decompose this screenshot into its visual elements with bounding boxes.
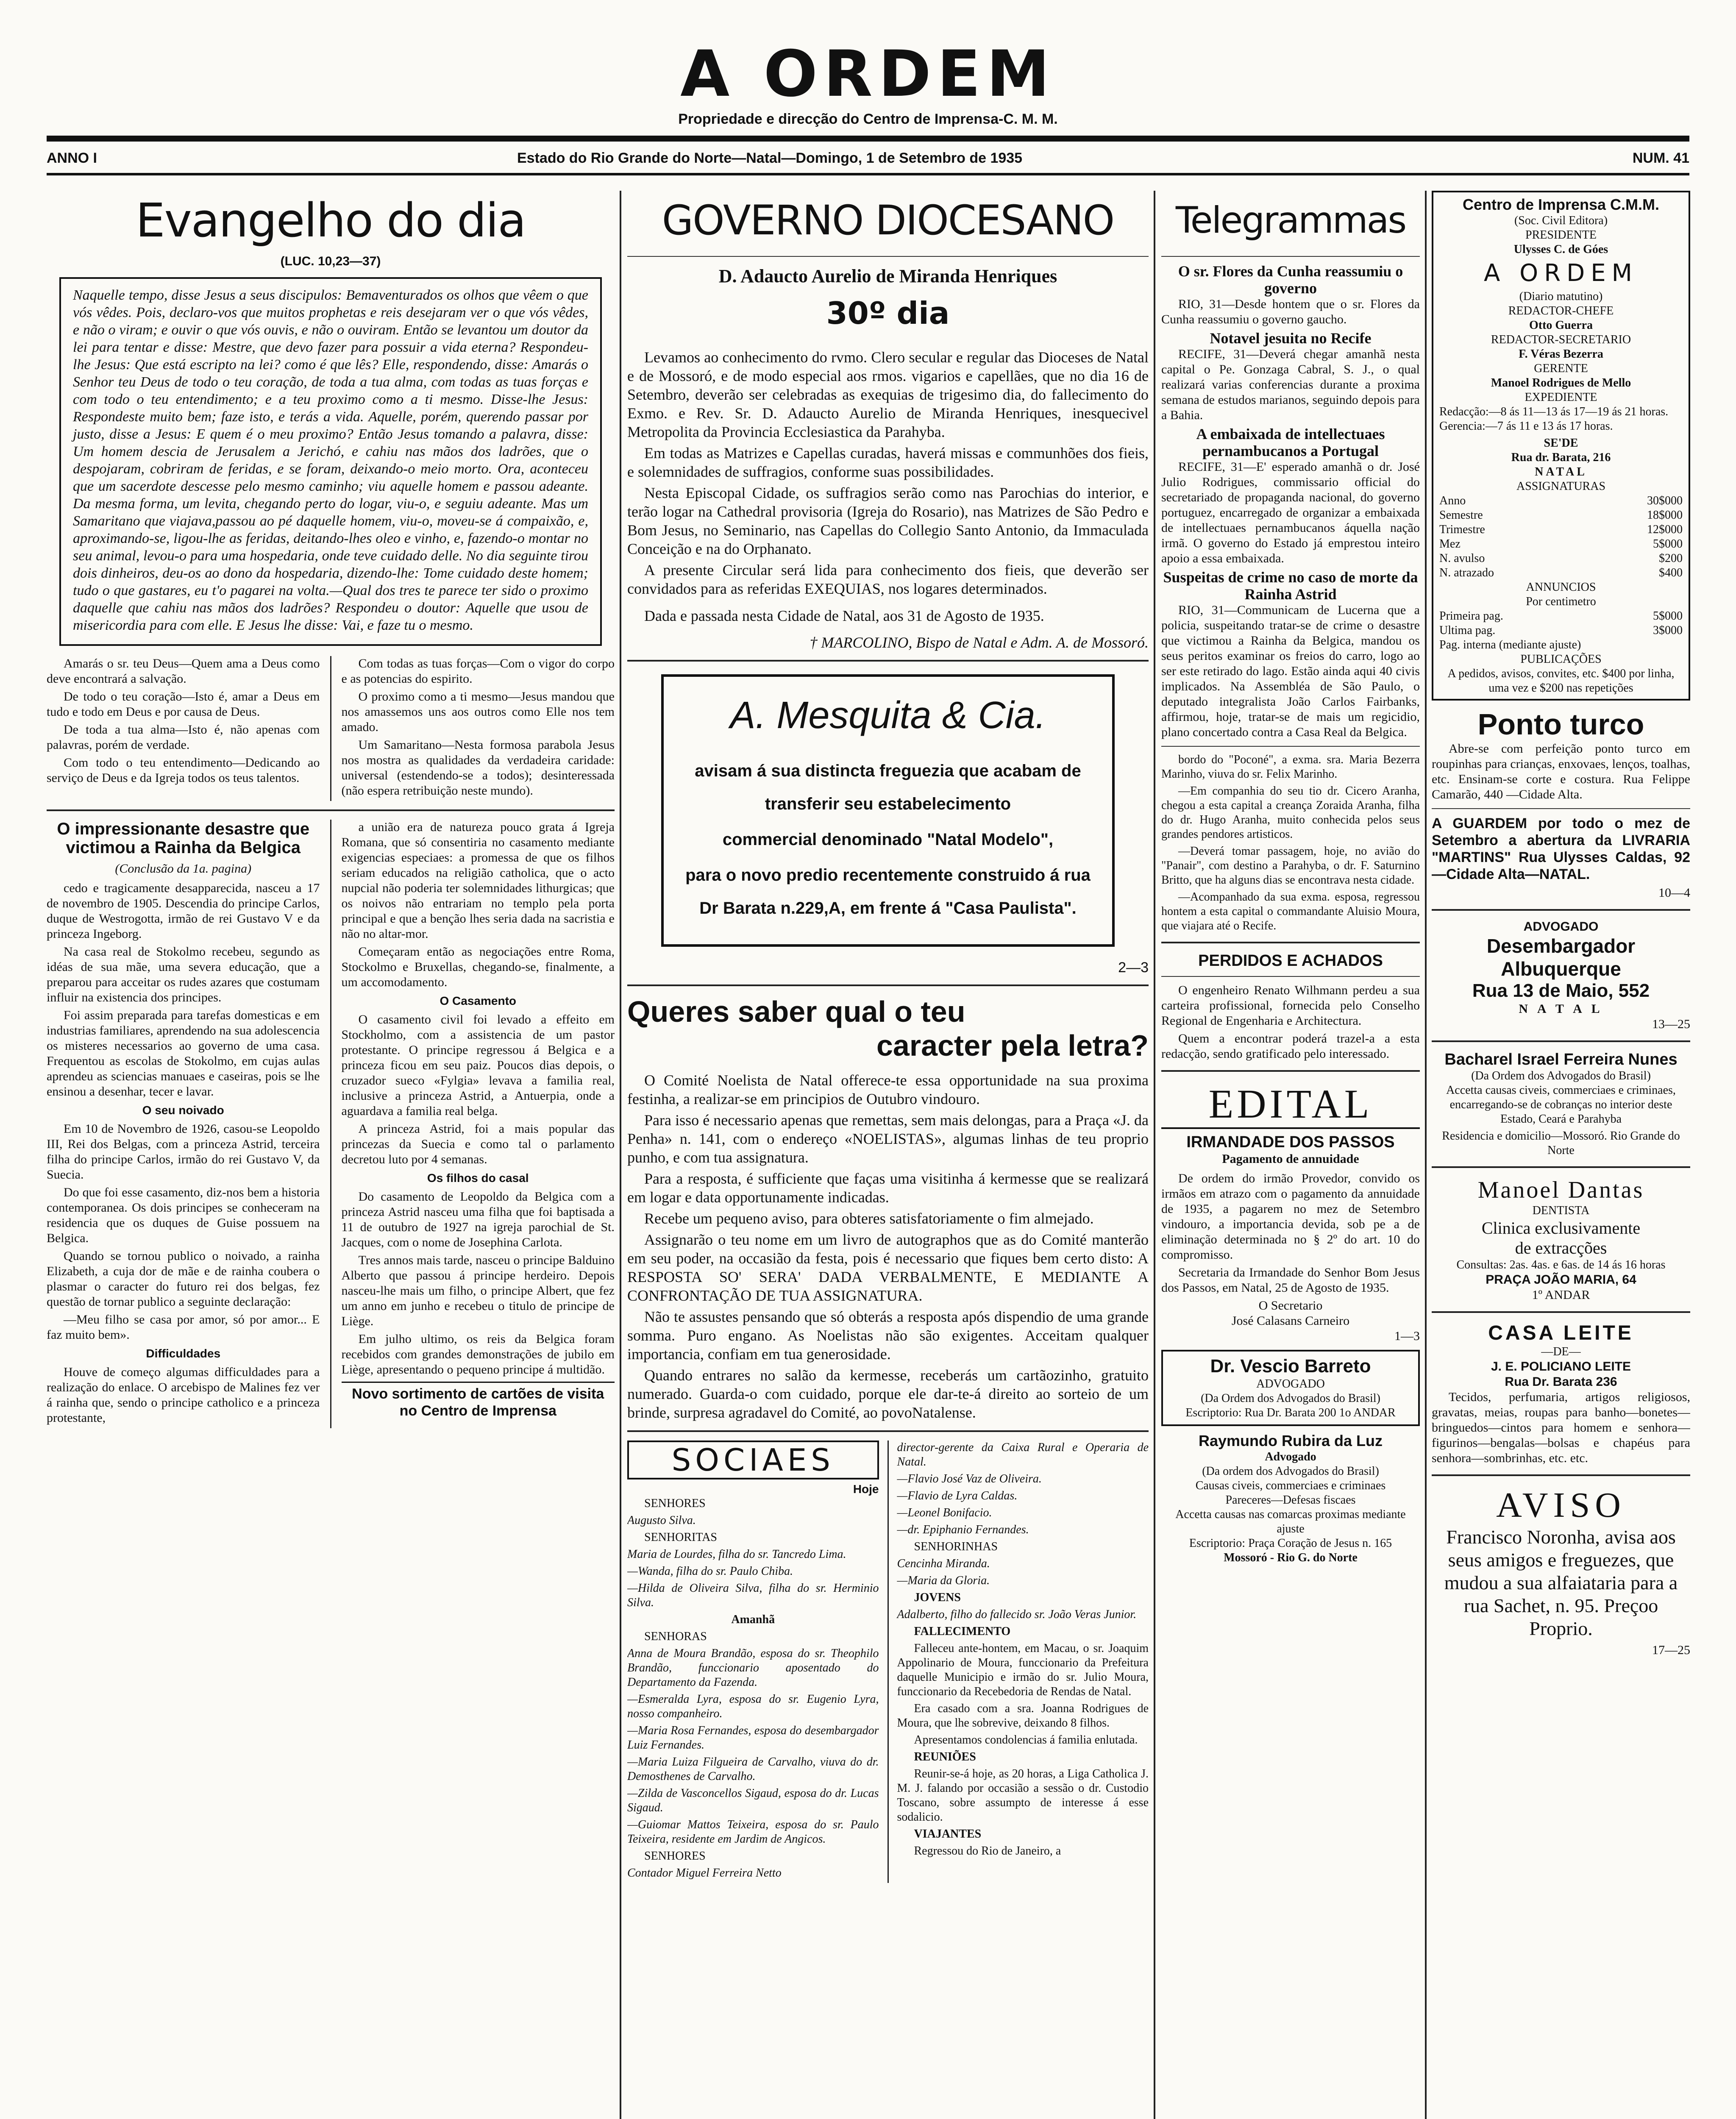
- price-value: 5$000: [1653, 609, 1683, 623]
- desastre-paragraph: Tres annos mais tarde, nasceu o principe Balduino Alberto que passou á principe herdeiro. Depois nasceu-lhe mais um filho, o principe Albert, que fez um anno em junho e recebeu o titulo de principe de Liège.: [341, 1253, 615, 1328]
- sociaes-item: SENHORITAS: [644, 1531, 717, 1544]
- price-row: [1439, 537, 1683, 551]
- desastre-paragraph: a união era de natureza pouco grata á Igreja Romana, que só consentiria no casamento mediante exigencias especiaes: a promessa de que os filhos seriam educados na religião catholica, que o acto nupcial não poderia ter solemnidades lithurgicas; que os noivos não entrariam no templo pela porta principal e que a benção lhes seria dada na sacristia e não no altar-mor.: [341, 820, 615, 941]
- telegram-body: RECIFE, 31—Deverá chegar amanhã nesta capital o Pe. Gonzaga Cabral, S. J., o qual realizará varias conferencias durante a proxima semana de estudos marianos, seguindo depois para a Bahia.: [1161, 347, 1420, 422]
- caracter-paragraph: Para a resposta, é sufficiente que faças uma visitinha á kermesse que se realizará em logar e data opportunamente indicadas.: [627, 1170, 1149, 1206]
- aviso-text: Francisco Noronha, avisa aos seus amigos e freguezes, que mudou a sua alfaiataria para a rua Sachet, n. 95. Preçoo Proprio.: [1444, 1526, 1678, 1639]
- price-value: 3$000: [1653, 624, 1683, 637]
- sociaes-item: Regressou do Rio de Janeiro, a: [914, 1844, 1061, 1858]
- mesquita-line: commercial denominado "Natal Modelo",: [722, 830, 1054, 849]
- centro-sub: (Soc. Civil Editora): [1514, 214, 1608, 227]
- sociaes-item: Adalberto, filho do fallecido sr. João Veras Junior.: [897, 1608, 1137, 1621]
- viajantes-item: —Em companhia do seu tio dr. Cicero Aranha, chegou a esta capital a creança Zoraida Aranha, filha do dr. Hugo Aranha, muito conhecida pelos seus grandes pendores artisticos.: [1161, 784, 1420, 841]
- price-label: Ultima pag.: [1439, 624, 1496, 637]
- section-rule: [627, 1430, 1149, 1432]
- noivado-heading: O seu noivado: [142, 1104, 224, 1117]
- barreto-card: [1161, 1350, 1420, 1426]
- desastre-paragraph: Em julho ultimo, os reis da Belgica foram recebidos com grandes demonstrações de jubilo em Liège, apresentando o pequeno principe á multidão.: [341, 1332, 615, 1377]
- centro-value: F. Véras Bezerra: [1519, 348, 1603, 361]
- casamento-heading: O Casamento: [440, 994, 516, 1007]
- centro-value: Rua dr. Barata, 216: [1511, 451, 1611, 464]
- sociaes-item: Anna de Moura Brandão, esposa do sr. Theophilo Brandão, funccionario aposentado do Departamento da Fazenda.: [627, 1647, 879, 1689]
- assignaturas-table: [1439, 494, 1683, 580]
- raymundo-role: Advogado: [1265, 1450, 1316, 1463]
- sociaes-item: Reunir-se-á hoje, as 20 horas, a Liga Catholica J. M. J. falando por occasião a sessão o dr. Custodio Toscano, sobre assumpto de interesse á esse sodalicio.: [897, 1767, 1149, 1824]
- centro-label: EXPEDIENTE: [1525, 391, 1597, 404]
- sociaes-item: —Flavio de Lyra Caldas.: [897, 1489, 1018, 1502]
- casa-leite-ad: [1432, 1321, 1690, 1466]
- price-row: [1439, 566, 1683, 580]
- telegram-heading: Notavel jesuita no Recife: [1210, 330, 1372, 347]
- ponto-turco-ad: [1432, 707, 1690, 802]
- centro-value: A pedidos, avisos, convites, etc. $400 por linha, uma vez e $200 nas repetições: [1447, 667, 1675, 695]
- desastre-paragraph: cedo e tragicamente desapparecida, nasceu a 17 de novembro de 1905. Descendia do principe Carlos, duque de Westrogotta, irmão de rei Gustavo V e da princeza Ingeborg.: [47, 881, 320, 941]
- price-label: Mez: [1439, 537, 1461, 551]
- sociaes-item: Augusto Silva.: [627, 1514, 696, 1527]
- telegram-item: [1161, 425, 1420, 566]
- price-row: [1439, 551, 1683, 566]
- mesquita-line: avisam á sua distincta freguezia que acabam de transferir seu estabelecimento: [695, 762, 1081, 813]
- telegram-item: [1161, 569, 1420, 740]
- desastre-paragraph: Foi assim preparada para tarefas domesticas e em industrias familiares, aprendendo na sua adolescencia os misteres necessarios ao governo de uma casa. Frequentou as escolas de Stokolmo, em cujas aulas aprendeu as sciencias manuaes e caseiras, pois se lhe ensinou a desenhar, tecer e lavar.: [47, 1008, 320, 1098]
- comment-item: De toda a tua alma—Isto é, não apenas com palavras, porém de verdade.: [47, 723, 320, 752]
- sociaes-title: SOCIAES: [627, 1440, 879, 1479]
- column-governo: [627, 191, 1149, 2119]
- desastre-paragraph: Na casa real de Stokolmo recebeu, segundo as idéas de sua mãe, uma severa educação, que a preparou para acceitar os rudes azares que costumam influir na existencia dos principes.: [47, 945, 320, 1004]
- section-rule: [1432, 1311, 1690, 1313]
- centro-value: Manoel Rodrigues de Mello: [1491, 376, 1631, 389]
- governo-title: GOVERNO DIOCESANO: [662, 197, 1114, 244]
- albuquerque-label: ADVOGADO: [1523, 920, 1599, 934]
- caracter-paragraph: Assignarão o teu nome em um livro de autographos que as do Comité manterão em seu poder, na occasião da festa, pois é necessario que fiques bem certo disto: A RESPOSTA SO' SERA' DADA VERBALMENTE, E MEDIANTE A CONFRONTAÇÃO DE TUA ASSIGNATURA.: [627, 1231, 1149, 1304]
- governo-signature: † MARCOLINO, Bispo de Natal e Adm. A. de Mossoró.: [810, 634, 1149, 651]
- sociaes-divider: [887, 1440, 889, 1883]
- sociaes-right: [897, 1440, 1149, 1883]
- price-value: 30$000: [1647, 494, 1683, 507]
- column-divider: [1425, 191, 1427, 2119]
- masthead-rule-bottom: [47, 173, 1689, 175]
- telegram-heading: A embaixada de intellectuaes pernambucanos a Portugal: [1196, 425, 1385, 459]
- price-value: $200: [1659, 552, 1683, 565]
- section-rule: [627, 660, 1149, 662]
- albuquerque-ref: 13—25: [1652, 1017, 1690, 1031]
- casaleite-address: Rua Dr. Barata 236: [1505, 1375, 1617, 1389]
- price-value: 18$000: [1647, 509, 1683, 522]
- price-label: N. atrazado: [1439, 566, 1494, 579]
- desastre-paragraph: —Meu filho se casa por amor, só por amor... E faz muito bem».: [47, 1313, 320, 1342]
- ponto-text: Abre-se com perfeição ponto turco em roupinhas para crianças, enxovaes, lenços, toalhas, etc. Ensinam-se corte e costura. Rua Felippe Camarão, 440 —Cidade Alta.: [1432, 742, 1690, 801]
- desastre-article: [47, 820, 615, 1428]
- desastre-paragraph: Do que foi esse casamento, diz-nos bem a historia contemporanea. Os dois principes se conheceram na residencia que os duques de Guise possuem na Belgica.: [47, 1185, 320, 1245]
- governo-paragraph: Levamos ao conhecimento do rvmo. Clero secular e regular das Dioceses de Natal e de Mossoró, e de modo especial aos rmos. vigarios e capellães, que no dia 16 de Setembro, deverão ser celebradas as exequias de trigesimo dia, do fallecimento do Exmo. e Rev. Sr. D. Adaucto Aurelio de Miranda Henriques, inesquecivel Metropolita da Provincia Ecclesiastica da Parahyba.: [627, 349, 1149, 440]
- ponto-title: Ponto turco: [1477, 708, 1644, 741]
- albuquerque-city: N A T A L: [1519, 1002, 1603, 1016]
- section-rule: [1432, 1166, 1690, 1168]
- desastre-paragraph: Do casamento de Leopoldo da Belgica com a princeza Astrid nasceu uma filha que foi baptisada a 11 de outubro de 1927 na igreja parochial de St. Jacques, com o nome de Josephina Carlota.: [341, 1190, 615, 1249]
- nunes-name: Bacharel Israel Ferreira Nunes: [1444, 1051, 1678, 1068]
- governo-paragraph: A presente Circular será lida para conhecimento dos fieis, que deverão ser convidados para as referidas EXEQUIAS, nos logares determinados.: [627, 562, 1149, 597]
- sociaes-item: SENHORAS: [644, 1630, 707, 1643]
- year-label: ANNO I: [47, 150, 97, 166]
- centro-label: PUBLICAÇÕES: [1520, 653, 1602, 666]
- caracter-paragraph: Para isso é necessario apenas que remettas, sem mais delongas, para a Praça «J. da Penha» n. 141, com o endereço «NOELISTAS», algumas linhas de teu proprio punho, e com tua assignatura.: [627, 1112, 1149, 1166]
- newspaper-title: A ORDEM: [680, 37, 1056, 111]
- sociaes-item: Contador Miguel Ferreira Netto: [627, 1866, 782, 1880]
- sociaes-item: —Flavio José Vaz de Oliveira.: [897, 1472, 1042, 1485]
- sociaes-item: Apresentamos condolencias á familia enlutada.: [914, 1733, 1138, 1746]
- centro-label: GERENTE: [1534, 362, 1588, 375]
- dantas-text: Clinica exclusivamente: [1481, 1218, 1641, 1237]
- evangelho-box: [59, 277, 602, 646]
- sociaes-item: —Guiomar Mattos Teixeira, esposa do sr. Paulo Teixeira, residente em Jardim de Angicos.: [627, 1818, 879, 1846]
- sociaes-item: REUNIÕES: [914, 1750, 976, 1763]
- centro-value: Redacção:—8 ás 11—13 ás 17—19 ás 21 horas. Gerencia:—7 ás 11 e 13 ás 17 horas.: [1439, 405, 1669, 433]
- section-rule: [1432, 1040, 1690, 1042]
- sociaes-item: —Maria Rosa Fernandes, esposa do desembargador Luiz Fernandes.: [627, 1724, 879, 1752]
- section-rule: [627, 984, 1149, 986]
- albuquerque-name: Desembargador Albuquerque: [1486, 935, 1636, 980]
- difficuldades-heading: Difficuldades: [146, 1347, 221, 1360]
- edital-subtitle: IRMANDADE DOS PASSOS: [1186, 1133, 1395, 1151]
- price-row: [1439, 609, 1683, 623]
- price-row: [1439, 494, 1683, 508]
- sociaes-item: SENHORES: [644, 1497, 706, 1510]
- aviso-ref: 17—25: [1652, 1643, 1690, 1657]
- centro-label: REDACTOR-CHEFE: [1508, 304, 1614, 317]
- governo-subtitle: D. Adaucto Aurelio de Miranda Henriques: [718, 266, 1057, 286]
- centro-paper-sub: (Diario matutino): [1519, 290, 1603, 303]
- sociaes-item: Maria de Lourdes, filha do sr. Tancredo Lima.: [627, 1548, 846, 1561]
- nunes-res: Residencia e domicilio—Mossoró. Rio Grande do Norte: [1442, 1129, 1680, 1157]
- albuquerque-ad: [1432, 919, 1690, 1032]
- price-row: [1439, 508, 1683, 523]
- perdidos-paragraph: Quem a encontrar poderá trazel-a a esta redacção, sendo gratificado pelo interessado.: [1161, 1032, 1420, 1061]
- dantas-text: de extracções: [1515, 1238, 1607, 1257]
- raymundo-line: Pareceres—Defesas fiscaes: [1225, 1493, 1356, 1507]
- column-sidebar: [1432, 191, 1690, 2119]
- issue-number: NUM. 41: [1632, 150, 1689, 166]
- column-divider: [620, 191, 621, 2119]
- casaleite-owner: J. E. POLICIANO LEITE: [1491, 1360, 1631, 1374]
- comment-item: Com todo o teu entendimento—Dedicando ao serviço de Deus e da Igreja todos os teus talentos.: [47, 756, 320, 785]
- desastre-col2: [342, 820, 615, 1428]
- governo-paragraph: Nesta Episcopal Cidade, os suffragios serão como nas Parochias do interior, e terão logar na Cathedral provisoria (Igreja do Rosario), nas Matrizes de São Pedro e Bom Jesus, no Seminario, nas Capellas do Collegio Santo Antonio, da Immaculada Conceição e na do Orphanato.: [627, 484, 1149, 557]
- telegrammas-title: Telegrammas: [1175, 199, 1406, 242]
- centro-value: NATAL: [1535, 465, 1587, 478]
- governo-paragraph: Em todas as Matrizes e Capellas curadas, haverá missas e communhões dos fieis, e solemnidades de suffragios, conforme suas possibilidades.: [627, 445, 1149, 480]
- dantas-name: Manoel Dantas: [1477, 1177, 1644, 1203]
- desastre-paragraph: Começaram então as negociações entre Roma, Stockolmo e Bruxellas, chegando-se, finalmente, a um accomodamento.: [341, 945, 615, 989]
- section-rule: [627, 256, 1149, 257]
- centro-label: REDACTOR-SECRETARIO: [1491, 333, 1631, 346]
- price-label: Primeira pag.: [1439, 609, 1503, 623]
- telegram-body: RIO, 31—Communicam de Lucerna que a policia, suspeitando tratar-se de crime o desastre que victimou a Rainha da Belgica, mandou os seus peritos examinar os freios do carro, logo ao ser este retirado do lago. Estão ainda aqui 40 civis implicados. Na Assembléa de São Paulo, o deputado integralista João Carlos Fairbanks, affirmou, hoje, tratar-se de mais um regicidio, plano concertado contra a Casa Real da Belgica.: [1161, 603, 1420, 739]
- price-value: 5$000: [1653, 537, 1683, 551]
- caracter-title-line1: Queres saber qual o teu: [627, 995, 965, 1028]
- desastre-paragraph: Quando se tornou publico o noivado, a rainha Elizabeth, a cuja dor de mãe e de rainha coubera o plasmar o caracter do futuro rei dos belgas, fez questão de tornar publico a seguinte declaração:: [47, 1249, 320, 1309]
- edital-title: EDITAL: [1161, 1080, 1420, 1129]
- column-telegrammas: [1161, 191, 1420, 2119]
- perdidos-title: PERDIDOS E ACHADOS: [1198, 952, 1383, 970]
- desastre-col1: [47, 820, 320, 1428]
- raymundo-line: Causas civeis, commerciaes e criminaes: [1195, 1479, 1386, 1492]
- desastre-paragraph: Em 10 de Novembro de 1926, casou-se Leopoldo III, Rei dos Belgas, com a princeza Astrid, terceira filha do principe Carlos, irmão do rei Gustavo V, da Suecia.: [47, 1122, 320, 1182]
- sociaes-item: FALLECIMENTO: [914, 1625, 1011, 1638]
- caracter-paragraph: Recebe um pequeno aviso, para obteres satisfatoriamente o fim almejado.: [644, 1210, 1094, 1227]
- comments-left: [47, 656, 320, 801]
- edital-subtitle2: Pagamento de annuidade: [1222, 1152, 1359, 1166]
- sociaes-item: Amanhã: [731, 1613, 775, 1626]
- price-label: Trimestre: [1439, 523, 1485, 536]
- perdidos-paragraph: O engenheiro Renato Wilhmann perdeu a sua carteira profissional, fornecida pelo Conselho Regional de Engenharia e Architectura.: [1161, 983, 1420, 1028]
- section-rule: [1161, 976, 1420, 977]
- edital-signer: O Secretario: [1258, 1299, 1323, 1313]
- dantas-hours: Consultas: 2as. 4as. e 6as. de 14 ás 16 horas: [1456, 1258, 1666, 1271]
- caracter-paragraph: Não te assustes pensando que só obterás a resposta após dispendio de uma grande somma. Puro engano. As Noelistas não são exigentes. Acceitam qualquer importancia, confiam em tua generosidade.: [627, 1308, 1149, 1363]
- caracter-title-line2: caracter pela letra?: [876, 1029, 1149, 1062]
- centro-label: SE'DE: [1544, 437, 1578, 450]
- section-rule: [47, 809, 615, 811]
- comment-item: De todo o teu coração—Isto é, amar a Deus em tudo e todo em Deus e por causa de Deus.: [47, 690, 320, 719]
- edital-paragraph: De ordem do irmão Provedor, convido os irmãos em atrazo com o pagamento da annuidade de 1935, a pagarem no mez de Setembro vindouro, a importancia devida, sob pe a de eliminação determinada no § 2º do art. 10 do compromisso.: [1161, 1171, 1420, 1262]
- comment-item: Um Samaritano—Nesta formosa parabola Jesus nos mostra as qualidades da verdadeira caridade: universal (estendendo-se a todos); desinteressada (não espera retribuição neste mundo).: [341, 738, 615, 798]
- price-value: $400: [1659, 566, 1683, 579]
- sociaes-item: —Hilda de Oliveira Silva, filha do sr. Herminio Silva.: [627, 1582, 879, 1609]
- edital-notice: [1161, 1080, 1420, 1344]
- sociaes-item: —Zilda de Vasconcellos Sigaud, esposa do dr. Lucas Sigaud.: [627, 1787, 879, 1814]
- telegram-body: RECIFE, 31—E' esperado amanhã o dr. José Julio Rodrigues, commissario official do secretariado de propaganda nacional, do governo portuguez, encarregado de organizar a embaixada de intellectuaes pernambucanos áquella nação irmã. O governo do Estado já emprestou inteiro apoio a essa embaixada.: [1161, 460, 1420, 565]
- mesquita-title: A. Mesquita & Cia.: [730, 694, 1046, 737]
- centro-imprensa-box: [1432, 191, 1690, 701]
- raymundo-note: (Da ordem dos Advogados do Brasil): [1202, 1465, 1379, 1478]
- section-rule: [1161, 942, 1420, 943]
- sociaes-item: —Esmeralda Lyra, esposa do sr. Eugenio Lyra, nosso companheiro.: [627, 1693, 879, 1720]
- masthead-meta: [47, 148, 1689, 169]
- sociaes-item: SENHORES: [644, 1849, 706, 1863]
- sociaes-item: —dr. Epiphanio Fernandes.: [897, 1523, 1029, 1536]
- desastre-divider: [330, 820, 331, 1428]
- casaleite-text: Tecidos, perfumaria, artigos religiosos, gravatas, meias, roupas para banho—bonetes—bringuedos—cintos para homem e senhora—figurinos—bengalas—bolsas e chapéus para senhora—sombrinhas, etc. etc.: [1432, 1390, 1690, 1465]
- price-row: [1439, 623, 1683, 638]
- barreto-role: ADVOGADO: [1256, 1377, 1325, 1390]
- sociaes-item: Cencinha Miranda.: [897, 1557, 990, 1570]
- telegram-item: [1161, 330, 1420, 423]
- mesquita-ref: 2—3: [1118, 959, 1149, 976]
- sociaes-hoje: Hoje: [853, 1482, 879, 1496]
- viajantes-item: bordo do "Poconé", a exma. sra. Maria Bezerra Marinho, viuva do sr. Felix Marinho.: [1161, 753, 1420, 781]
- section-rule: [1432, 808, 1690, 809]
- novo-sortimento-ad: Novo sortimento de cartões de visita no Centro de Imprensa: [342, 1382, 615, 1419]
- aviso-ad: [1432, 1485, 1690, 1658]
- nunes-note: (Da Ordem dos Advogados do Brasil): [1471, 1069, 1651, 1082]
- desastre-paragraph: O casamento civil foi levado a effeito em Stockholmo, com a assistencia de um pastor protestante. O principe regressou á Belgica e a princeza ficou em seu paiz. Poucos dias depois, o cruzador sueco «Fylgia» levava a familia real, inclusive a princeza Astrid, a Antuerpia, onde a aguardava a familia real belga.: [341, 1012, 615, 1118]
- edital-ref: 1—3: [1394, 1329, 1420, 1343]
- telegram-body: RIO, 31—Desde hontem que o sr. Flores da Cunha reassumiu o governo gaucho.: [1161, 297, 1420, 326]
- raymundo-line: Accetta causas nas comarcas proximas mediante ajuste: [1175, 1508, 1406, 1535]
- caracter-paragraph: O Comité Noelista de Natal offerece-te essa opportunidade na sua proxima festinha, a realizar-se em principios de Outubro vindouro.: [627, 1072, 1149, 1107]
- price-label: Pag. interna (mediante ajuste): [1439, 638, 1581, 651]
- evangelho-text: Naquelle tempo, disse Jesus a seus discipulos: Bemaventurados os olhos que vêem o que vós vêdes. Pois, declaro-vos que muitos prophetas e reis desejaram ver o que vós vêdes, e não o viram; e ouvir o que vós ouvis, e não o ouviram. Então se levantou um doutor da lei para tentar e disse: Mestre, que devo fazer para possuir a vida eterna? Respondeu-lhe Jesus: Que está escripto na lei? como é que lês? Elle, respondendo, disse: Amarás o Senhor teu Deus de todo o teu coração, de toda a tua alma, com todas as tuas forças e com todo o teu entendimento; e a teu proximo como a ti mesmo. Disse-lhe Jesus: Respondeste muito bem; faze isto, e terás a vida. Aquelle, porém, querendo passar por justo, disse a Jesus: E quem é o meu proximo? Então Jesus tomando a palavra, disse: Um homem descia de Jerusalem a Jerichó, e cahiu nas mãos dos ladrões, que o despojaram, cobriram de feridas, e se foram, deixando-o meio morto. Ora, aconteceu que um sacerdote descesse pelo mesmo caminho; viu aquelle homem e passou adeante. Da mesma forma, um levita, chegando perto do logar, viu-o, e seguiu adeante. Mas um Samaritano que viajava,passou ao pé daquelle homem, viu-o, moveu-se á compaixão, e, aproximando-se, ligou-lhe as feridas, deitando-lhes oleo e vinho, e, fazendo-o montar no seu animal, levou-o para uma hospedaria, onde teve cuidado delle. No dia seguinte tirou dois dinheiros, deu-os ao dono da hospedaria, dizendo-lhe: Tome cuidado deste homem; tudo o que gastares, eu t'o pagarei na volta.—Qual dos tres te parece ter sido o proximo daquelle que cahiu nas mãos dos ladrões? Respondeu o doutor: Aquelle que usou de misericordia para com elle. E Jesus lhe disse: Vai, e faze tu o mesmo.: [73, 287, 588, 633]
- filhos-heading: Os filhos do casal: [427, 1171, 529, 1185]
- sociaes-left: [627, 1440, 879, 1883]
- comments-divider: [330, 656, 331, 801]
- desastre-paragraph: Houve de começo algumas difficuldades para a realização do enlace. O arcebispo de Malines fez ver á rainha que, sendo o principe catholico e a princeza protestante,: [47, 1365, 320, 1425]
- raymundo-footer: Mossoró - Rio G. do Norte: [1224, 1551, 1358, 1564]
- section-rule: [1161, 746, 1420, 747]
- dantas-role: DENTISTA: [1532, 1204, 1590, 1217]
- centro-label: Por centimetro: [1526, 595, 1596, 608]
- telegram-heading: Suspeitas de crime no caso de morte da Rainha Astrid: [1163, 569, 1418, 603]
- mesquita-ad: [661, 674, 1115, 947]
- sociaes-item: —Maria da Gloria.: [897, 1574, 990, 1587]
- telegram-heading: O sr. Flores da Cunha reassumiu o governo: [1178, 263, 1403, 297]
- comment-item: Amarás o sr. teu Deus—Quem ama a Deus como deve encontrará a salvação.: [47, 656, 320, 686]
- section-rule: [1161, 256, 1420, 257]
- sociaes-item: —Leonel Bonifacio.: [897, 1506, 992, 1519]
- desastre-subtitle: (Conclusão da 1a. pagina): [115, 862, 252, 876]
- barreto-address: Escriptorio: Rua Dr. Barata 200 1o ANDAR: [1185, 1406, 1396, 1419]
- evangelho-comments: [47, 656, 615, 801]
- masthead-rule-top: [47, 136, 1689, 142]
- price-label: Semestre: [1439, 509, 1483, 522]
- comment-item: O proximo como a ti mesmo—Jesus mandou que nos amassemos uns aos outros como Elle nos tem amado.: [341, 690, 615, 734]
- guarde-ref: 10—4: [1658, 886, 1690, 900]
- centro-label: PRESIDENTE: [1525, 228, 1597, 242]
- sociaes-item: Falleceu ante-hontem, em Macau, o sr. Joaquim Appolinario de Moura, funccionario da Prefeitura daquelle Municipio e irmão do sr. Julio Moura, funccionario da Recebedoria de Rendas de Natal.: [897, 1642, 1149, 1698]
- section-rule: [1432, 909, 1690, 911]
- evangelho-title: Evangelho do dia: [136, 193, 526, 247]
- comment-item: Com todas as tuas forças—Com o vigor do corpo e as potencias do espirito.: [341, 656, 615, 686]
- column-divider: [1154, 191, 1155, 2119]
- barreto-note: (Da Ordem dos Advogados do Brasil): [1201, 1392, 1380, 1405]
- edital-name: José Calasans Carneiro: [1231, 1314, 1350, 1328]
- masthead: [0, 0, 1736, 186]
- sociaes-item: JOVENS: [914, 1591, 961, 1604]
- sociaes-item: VIAJANTES: [914, 1827, 982, 1841]
- sociaes-item: SENHORINHAS: [914, 1540, 998, 1553]
- caracter-paragraph: Quando entrares no salão da kermesse, receberás um cartãozinho, gratuito numerado. Guarda-o com cuidado, porque ele dar-te-á direito ao sorteio de um brinde, surpresa agradavel do Comité, ao povoNatalense.: [627, 1367, 1149, 1421]
- sociaes-section: [627, 1440, 1149, 1883]
- raymundo-card: [1161, 1432, 1420, 1565]
- barreto-name: Dr. Vescio Barreto: [1210, 1356, 1371, 1377]
- price-row: [1439, 638, 1683, 652]
- mesquita-line: para o novo predio recentemente construido á rua Dr Barata n.229,A, em frente á "Casa Paulista".: [685, 866, 1091, 918]
- centro-title: Centro de Imprensa C.M.M.: [1462, 196, 1660, 213]
- place-date: Estado do Rio Grande do Norte—Natal—Domingo, 1 de Setembro de 1935: [517, 150, 1023, 166]
- telegram-item: [1161, 263, 1420, 327]
- viajantes-item: —Acompanhado da sua exma. esposa, regressou hontem a esta capital o commandante Aluisio Moura, que viajara até o Recife.: [1161, 890, 1420, 932]
- sociaes-item: director-gerente da Caixa Rural e Operaria de Natal.: [897, 1441, 1149, 1468]
- centro-value: Otto Guerra: [1529, 319, 1593, 332]
- price-row: [1439, 523, 1683, 537]
- sociaes-item: Era casado com a sra. Joanna Rodrigues de Moura, que lhe sobrevive, deixando 8 filhos.: [897, 1702, 1149, 1730]
- centro-label: ANNUNCIOS: [1526, 581, 1596, 594]
- governo-paragraph: Dada e passada nesta Cidade de Natal, aos 31 de Agosto de 1935.: [644, 607, 1044, 624]
- governo-dia: 30º dia: [826, 295, 950, 331]
- evangelho-reference: (LUC. 10,23—37): [280, 254, 381, 268]
- viajantes-item: —Deverá tomar passagem, hoje, no avião do "Panair", com destino a Parahyba, o dr. F. Saturnino Britto, que ha alguns dias se encontrava nesta cidade.: [1161, 845, 1420, 887]
- nunes-text: Accetta causas civeis, commerciaes e criminaes, encarregando-se de cobranças no interior deste Estado, Ceará e Parahyba: [1446, 1084, 1676, 1126]
- casaleite-de: —DE—: [1541, 1345, 1581, 1358]
- centro-value: Ulysses C. de Góes: [1513, 243, 1608, 256]
- guarde-ad: A GUARDEM por todo o mez de Setembro a abertura da LIVRARIA "MARTINS" Rua Ulysses Caldas, 92—Cidade Alta—NATAL.: [1432, 815, 1690, 882]
- edital-paragraph: Secretaria da Irmandade do Senhor Bom Jesus dos Passos, em Natal, 25 de Agosto de 1935.: [1161, 1265, 1420, 1295]
- sociaes-item: —Wanda, filha do sr. Paulo Chiba.: [627, 1565, 793, 1578]
- dantas-address: PRAÇA JOÃO MARIA, 64: [1486, 1273, 1636, 1287]
- centro-label: ASSIGNATURAS: [1516, 480, 1606, 493]
- desastre-title: O impressionante desastre que victimou a Rainha da Belgica: [57, 820, 310, 857]
- raymundo-name: Raymundo Rubira da Luz: [1198, 1432, 1383, 1449]
- raymundo-line: Escriptorio: Praça Coração de Jesus n. 165: [1189, 1537, 1392, 1550]
- section-rule: [1432, 1474, 1690, 1476]
- nunes-ad: [1432, 1051, 1690, 1158]
- sociaes-item: —Maria Luiza Filgueira de Carvalho, viuva do dr. Demosthenes de Carvalho.: [627, 1755, 879, 1783]
- price-label: Anno: [1439, 494, 1466, 507]
- price-label: N. avulso: [1439, 552, 1485, 565]
- newspaper-subtitle: Propriedade e direcção do Centro de Imprensa-C. M. M.: [678, 111, 1058, 127]
- dantas-floor: 1º ANDAR: [1532, 1288, 1590, 1302]
- price-value: 12$000: [1647, 523, 1683, 536]
- comments-right: [342, 656, 615, 801]
- column-evangelho: [47, 191, 615, 2119]
- dantas-ad: [1432, 1176, 1690, 1303]
- desastre-paragraph: A princeza Astrid, foi a mais popular das princezas da Suecia e como tal o parlamento decretou luto por 4 semanas.: [341, 1122, 615, 1166]
- section-rule: [1161, 1070, 1420, 1072]
- aviso-title: AVISO: [1496, 1485, 1626, 1525]
- albuquerque-address: Rua 13 de Maio, 552: [1472, 980, 1650, 1001]
- casaleite-title: CASA LEITE: [1488, 1322, 1634, 1344]
- centro-paper: A ORDEM: [1484, 259, 1638, 287]
